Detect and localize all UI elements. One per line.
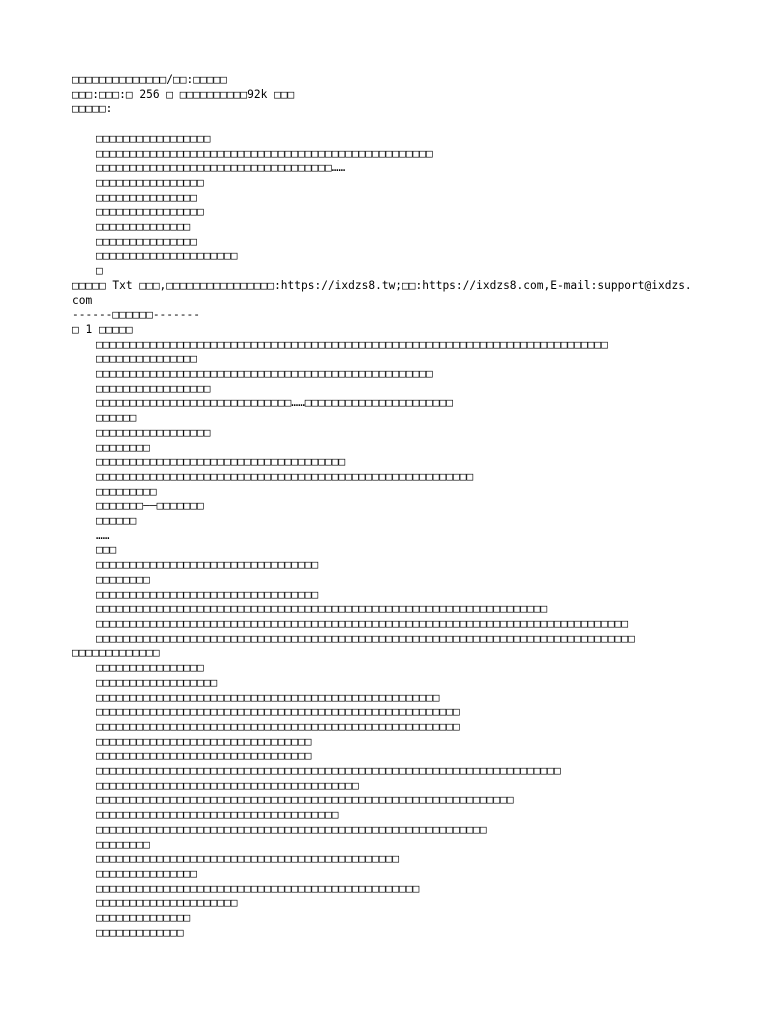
paragraph-line: □□□□□□□□□□□□□□□□□□□□□□□□□□□□□□□□□□□□□□□□□□□□□□□□□□□□□□□□□□□□□□□□□□□□□□□□□□□□□□□ [96, 617, 629, 630]
meta-line: □□□:□□□:□ 256 □ □□□□□□□□□□92k □□□ [72, 87, 295, 101]
meta-line: □□□□□□□□□□□□□□/□□:□□□□□ [72, 73, 227, 86]
paragraph-line: □□□□□□□□ [96, 572, 150, 586]
paragraph-line: □□□□□□□□□□□□□□□ [96, 866, 198, 880]
section-divider: ------□□□□□□------- [72, 308, 200, 322]
paragraph-line: □□□□□□□□□□□□□□□□□□□□□□□□□□□□□……□□□□□□□□□□□□□□□□□□□□□□ [96, 396, 453, 410]
paragraph-line: □□□□□□ [96, 411, 137, 425]
paragraph-line: □□□□□□□□□ [96, 484, 157, 498]
source-notice: □□□□□ Txt □□□,□□□□□□□□□□□□□□□□:https://ixdzs8.tw;□□:https://ixdzs8.com,E-mail:support@ixdzs.com [72, 278, 692, 307]
paragraph-line: □□□□□□□□□□□□□□□□□□□□□□□□□□□□□□□□□□□□□□□□□□□□□□□□□□□□□□□□□□□□□□□□□□□ [96, 602, 548, 616]
paragraph-line: □□□□□□□□□□□□□□□□□ [96, 425, 211, 439]
paragraph-line: □□□□□□□□□□□□□ [96, 925, 184, 939]
paragraph-line: □□□□□□□□□□□□□□□□□□□□□□□□□□□□□□□□□□□□□□□□□□□□□□□□□□□□□□□□□□□□□□□□□□□□□□□□□□□□ [96, 337, 608, 351]
paragraph-line: □□□□□□□□□□□□□□□□□□□□□□□□□□□□□□□□□□□□□ [96, 455, 346, 469]
chapter-body [72, 338, 696, 941]
paragraph-line: □□□□□□□□□□□□□□□□□□□□□□□□□□□□□□□□□□□□□□□□□□□□□□□□□□□□□□□□□□□□□□□□□□□□□ [96, 764, 561, 778]
contents-item: □□□□□□□□□□□□□□□□□ [96, 131, 211, 145]
paragraph-line: □□□□□□□□□□□□□□□□□□□□□□□□□□□□□□□□□□□□□□□□□□□□□□□□□□□□□□ [96, 705, 460, 719]
contents-item: □□□□□□□□□□□□□□□□ [96, 175, 204, 189]
contents-item: □□□□□□□□□□□□□□□□□□□□□□□□□□□□□□□□□□□□□□□□□□□□□□□□□□ [96, 146, 433, 160]
contents-item: □□□□□□□□□□□□□□□ [96, 234, 198, 248]
paragraph-line: □□□□□□□□□□□□□ [72, 646, 160, 660]
contents-item: □□□□□□□□□□□□□□□ [96, 190, 198, 204]
spacer [72, 117, 696, 132]
paragraph-line: □□□□□□□□□□□□□□□□□□□□□□□□□□□□□□□□ [96, 734, 312, 748]
contents-item: □□□□□□□□□□□□□□ [96, 220, 191, 234]
paragraph-line: □□□□□□□□□□□□□□□□□□□□□□□□□□□□□□□□□□□□□□□□□□□□□□□□□□□□□□ [96, 719, 460, 733]
paragraph-line: □□□□□□ [96, 514, 137, 528]
meta-line: □□□□□: [72, 102, 113, 116]
paragraph-line: □□□□□□□□□□□□□□□□□□□□□□□□□□□□□□□□□□□□□□□□□□□□□□□□□□□□□□□□□□□□□□□□□□□□□□□□□□□□□□□□ [96, 631, 635, 645]
contents-item: □ [96, 264, 103, 278]
contents-list [72, 132, 696, 279]
paragraph-line: □□□□□□□□□□□□□□□□ [96, 661, 204, 675]
paragraph-line: □□□□□□□□□□□□□□□□□□□□□□□□□□□□□□□□□□□□□□□□□□□□□□□□□□□□□□□□□□□□□□ [96, 793, 514, 807]
paragraph-line: □□□□□□□□□□□□□□□□□□□□□□□□□□□□□□□□ [96, 749, 312, 763]
paragraph-line: □□□□□□□□□□□□□□□□□□□□□□□□□□□□□□□□□□□□□□□□□□□□□□□□ [96, 881, 420, 895]
paragraph-line: □□□□□□□□□□□□□□□□□□□□□□□□□□□□□□□□□□□□ [96, 808, 339, 822]
document-meta [72, 73, 696, 117]
paragraph-line: □□□□□□□——□□□□□□□ [96, 499, 204, 513]
paragraph-line: □□□□□□□□□□□□□□□□□□□□□□□□□□□□□□□□□ [96, 558, 319, 572]
paragraph-line: …… [96, 528, 110, 542]
contents-item: □□□□□□□□□□□□□□□□□□□□□□□□□□□□□□□□□□□…… [96, 161, 346, 175]
paragraph-line: □□□□□□□□□□□□□□□□□□ [96, 675, 218, 689]
paragraph-line: □□□□□□□□ [96, 837, 150, 851]
paragraph-line: □□□□□□□□□□□□□□□ [96, 352, 198, 366]
paragraph-line: □□□□□□□□□□□□□□□□□ [96, 381, 211, 395]
paragraph-line: □□□ [96, 543, 117, 557]
contents-item: □□□□□□□□□□□□□□□□□□□□□ [96, 249, 238, 263]
paragraph-line: □□□□□□□□□□□□□□□□□□□□□□□□□□□□□□□□□□□□□□□□□□□□□□□□□□□□□□□□□□ [96, 822, 487, 836]
paragraph-line: □□□□□□□□□□□□□□ [96, 911, 191, 925]
paragraph-line: □□□□□□□□□□□□□□□□□□□□□□□□□□□□□□□□□□□□□□□ [96, 778, 359, 792]
paragraph-line: □□□□□□□□□□□□□□□□□□□□□□□□□□□□□□□□□□□□□□□□□□□□□□□□□□□ [96, 690, 440, 704]
paragraph-line: □□□□□□□□□□□□□□□□□□□□□□□□□□□□□□□□□ [96, 587, 319, 601]
paragraph-line: □□□□□□□□ [96, 440, 150, 454]
paragraph-line: □□□□□□□□□□□□□□□□□□□□□ [96, 896, 238, 910]
document-page [72, 73, 696, 940]
chapter-title: □ 1 □□□□□ [72, 322, 133, 336]
contents-item: □□□□□□□□□□□□□□□□ [96, 205, 204, 219]
paragraph-line: □□□□□□□□□□□□□□□□□□□□□□□□□□□□□□□□□□□□□□□□□□□□□□□□□□ [96, 367, 433, 381]
paragraph-line: □□□□□□□□□□□□□□□□□□□□□□□□□□□□□□□□□□□□□□□□□□□□□□□□□□□□□□□□ [96, 469, 474, 483]
paragraph-line: □□□□□□□□□□□□□□□□□□□□□□□□□□□□□□□□□□□□□□□□□□□□□ [96, 852, 400, 866]
